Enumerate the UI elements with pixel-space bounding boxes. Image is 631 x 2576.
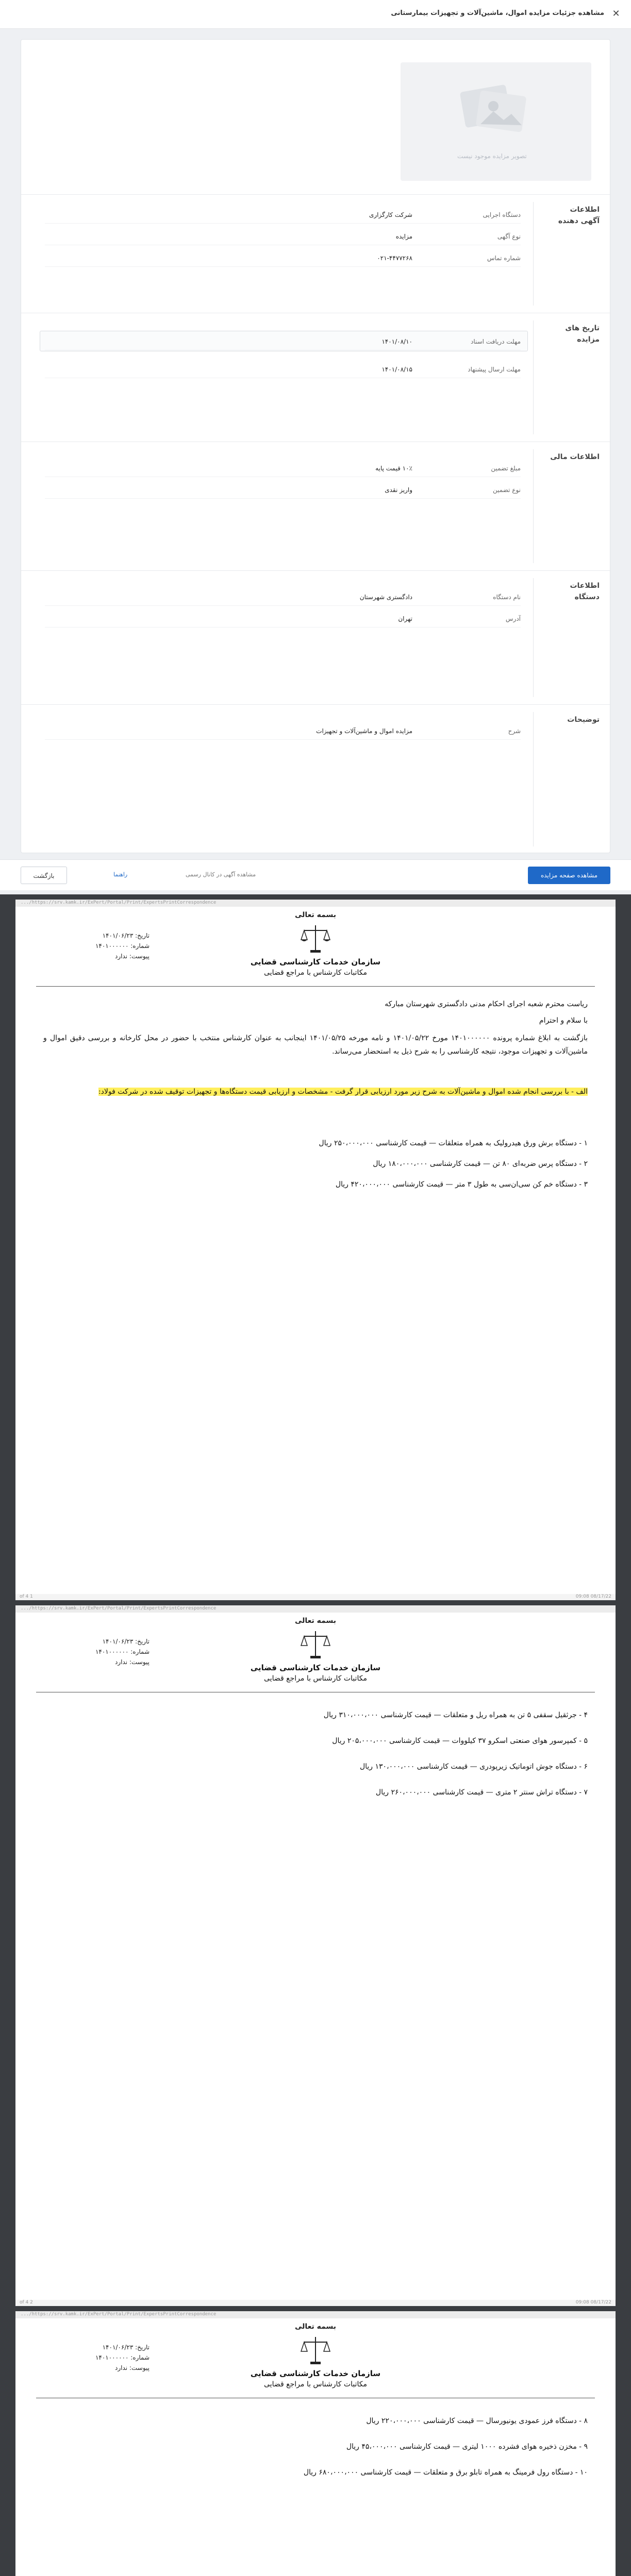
info-value: مزایده اموال و ماشین‌آلات و تجهیزات	[316, 727, 412, 735]
section-agency	[21, 570, 611, 704]
info-row	[45, 610, 521, 628]
info-key: شماره تماس	[487, 255, 521, 262]
justice-emblem-icon	[300, 1628, 331, 1660]
letter-date: تاریخ: ۱۴۰۱/۰۶/۲۳	[102, 1638, 150, 1645]
letter-number: شماره: ۱۴۰۱۰۰۰۰۰۰	[95, 1648, 150, 1655]
letter-number: شماره: ۱۴۰۱۰۰۰۰۰۰	[95, 942, 150, 950]
item-line: ۱۰ - دستگاه رول فرمینگ به همراه تابلو برق و متعلقات — قیمت کارشناسی ۶۸۰،۰۰۰،۰۰۰ ریال	[303, 2468, 588, 2477]
page-url: https://srv.kamk.ir/ExPert/Portal/Print/ExpertsPrintCorrespondence/...	[21, 1606, 217, 1611]
page-url: https://srv.kamk.ir/ExPert/Portal/Print/ExpertsPrintCorrespondence/...	[21, 900, 217, 905]
page-footer	[15, 2300, 616, 2306]
section-body	[35, 578, 534, 697]
info-key: نوع آگهی	[497, 233, 521, 240]
info-key: شرح	[508, 727, 521, 735]
info-row	[45, 249, 521, 267]
justice-emblem-icon	[300, 922, 331, 954]
info-row	[45, 588, 521, 606]
top-bar	[0, 0, 631, 29]
divider	[36, 986, 595, 987]
page-footer	[15, 1594, 616, 1600]
close-icon[interactable]: ✕	[612, 8, 620, 19]
section-title: اطلاعات دستگاه	[570, 582, 600, 601]
section-title: اطلاعات آگهی دهنده	[558, 206, 600, 225]
info-value: ۱۰٪ قیمت پایه	[375, 465, 412, 472]
body-paragraph	[43, 1085, 588, 1098]
justice-emblem-icon	[300, 2334, 331, 2366]
org-name: سازمان خدمات کارشناسی قضایی	[250, 957, 381, 967]
info-row	[45, 722, 521, 740]
info-value: تهران	[398, 615, 412, 622]
info-row	[45, 361, 521, 378]
highlighted-text: الف - با بررسی انجام شده اموال و ماشین‌آلات به شرح زیر مورد ارزیابی قرار گرفت - مشخصات و ارزیابی قیمت دستگاه‌ها و تجهیزات توقیف شده در شرکت فولاد:	[98, 1088, 588, 1096]
document-viewer[interactable]	[0, 894, 631, 2576]
item-line: ۶ - دستگاه جوش اتوماتیک زیرپودری — قیمت کارشناسی ۱۳۰،۰۰۰،۰۰۰ ریال	[359, 1762, 588, 1771]
page-title: مشاهده جزئیات مزایده اموال، ماشین‌آلات و تجهیزات بیمارستانی	[391, 9, 604, 17]
org-name: سازمان خدمات کارشناسی قضایی	[250, 2369, 381, 2378]
item-line: ۱ - دستگاه برش ورق هیدرولیک به همراه متعلقات — قیمت کارشناسی ۲۵۰،۰۰۰،۰۰۰ ریال	[319, 1139, 588, 1147]
page-print-header	[15, 2311, 616, 2318]
section-title: اطلاعات مالی	[550, 453, 600, 461]
bottom-bar	[0, 859, 631, 890]
view-auction-button[interactable]: مشاهده صفحه مزایده	[528, 867, 610, 884]
item-line: ۲ - دستگاه پرس ضربه‌ای ۸۰ تن — قیمت کارشناسی ۱۸۰،۰۰۰،۰۰۰ ریال	[373, 1160, 588, 1168]
info-key: دستگاه اجرایی	[483, 211, 521, 218]
info-value: شرکت کارگزاری	[369, 211, 412, 218]
auction-card	[21, 39, 610, 853]
page-number: 1 of 4	[20, 1594, 33, 1599]
org-subtitle: مکاتبات کارشناس با مراجع قضایی	[264, 969, 367, 977]
org-subtitle: مکاتبات کارشناس با مراجع قضایی	[264, 1674, 367, 1683]
back-button[interactable]: بازگشت	[21, 867, 67, 884]
image-placeholder-icon	[401, 62, 591, 181]
info-row	[45, 333, 521, 350]
basmale: بسمه تعالی	[294, 1617, 337, 1625]
section-description	[21, 704, 611, 854]
info-row	[45, 206, 521, 224]
item-line: ۳ - دستگاه خم کن سی‌ان‌سی به طول ۳ متر — قیمت کارشناسی ۴۲۰،۰۰۰،۰۰۰ ریال	[335, 1180, 588, 1189]
section-body	[35, 449, 534, 563]
section-dates	[21, 313, 611, 442]
info-key: مبلغ تضمین	[491, 465, 521, 472]
letter-date: تاریخ: ۱۴۰۱/۰۶/۲۳	[102, 932, 150, 939]
info-value: مزایده	[395, 233, 412, 240]
item-line: ۸ - دستگاه فرز عمودی یونیورسال — قیمت کارشناسی ۲۲۰،۰۰۰،۰۰۰ ریال	[366, 2417, 588, 2425]
page-print-header	[15, 900, 616, 907]
print-date: 08/17/22 09:08	[575, 2300, 611, 2305]
basmale: بسمه تعالی	[294, 911, 337, 919]
letter-attachment: پیوست: ندارد	[115, 953, 150, 960]
help-link[interactable]: راهنما	[113, 871, 128, 878]
letter-number: شماره: ۱۴۰۱۰۰۰۰۰۰	[95, 2354, 150, 2361]
info-row	[45, 481, 521, 499]
item-line: ۴ - جرثقیل سقفی ۵ تن به همراه ریل و متعلقات — قیمت کارشناسی ۳۱۰،۰۰۰،۰۰۰ ریال	[323, 1711, 588, 1719]
info-key: نوع تضمین	[493, 486, 521, 494]
section-advertiser	[21, 194, 611, 313]
letter-meta	[36, 930, 150, 961]
item-line: ۵ - کمپرسور هوای صنعتی اسکرو ۳۷ کیلووات — قیمت کارشناسی ۲۰۵،۰۰۰،۰۰۰ ریال	[332, 1737, 588, 1745]
document-page-1	[15, 900, 616, 1600]
document-page-2	[15, 1605, 616, 2306]
info-value: ۱۴۰۱/۰۸/۱۵	[381, 366, 412, 373]
org-subtitle: مکاتبات کارشناس با مراجع قضایی	[264, 2380, 367, 2388]
info-key: آدرس	[505, 615, 521, 622]
info-row	[45, 228, 521, 245]
section-body	[35, 712, 534, 846]
print-date: 08/17/22 09:08	[575, 1594, 611, 1599]
section-body	[35, 320, 534, 434]
basmale: بسمه تعالی	[294, 2323, 337, 2331]
info-value: ۱۴۰۱/۰۸/۱۰	[381, 338, 412, 345]
item-line: ۷ - دستگاه تراش سنتر ۲ متری — قیمت کارشناسی ۲۶۰،۰۰۰،۰۰۰ ریال	[375, 1788, 588, 1797]
info-value: دادگستری شهرستان	[359, 594, 412, 601]
letter-date: تاریخ: ۱۴۰۱/۰۶/۲۳	[102, 2344, 150, 2351]
letter-meta	[36, 2342, 150, 2373]
bottom-note: مشاهده آگهی در کانال رسمی	[186, 871, 256, 878]
section-title: توضیحات	[567, 716, 600, 724]
letter-attachment: پیوست: ندارد	[115, 1658, 150, 1666]
addressee: ریاست محترم شعبه اجرای احکام مدنی دادگستری شهرستان مبارکه	[385, 1000, 588, 1008]
info-key: نام دستگاه	[493, 594, 521, 601]
page-url: https://srv.kamk.ir/ExPert/Portal/Print/ExpertsPrintCorrespondence/...	[21, 2312, 217, 2317]
info-key: مهلت دریافت اسناد	[470, 338, 521, 345]
letter-meta	[36, 1636, 150, 1667]
auction-photo-placeholder	[401, 62, 591, 181]
info-key: مهلت ارسال پیشنهاد	[468, 366, 521, 373]
section-body	[35, 202, 534, 306]
body-paragraph: بازگشت به ابلاغ شماره پرونده ۱۴۰۱۰۰۰۰۰۰ مورخ ۱۴۰۱/۰۵/۲۲ و نامه مورخه ۱۴۰۱/۰۵/۲۵ اینجانب به عنوان کارشناس منتخب با حضور در محل کارخانه و بررسی دقیق اموال و ماشین‌آلات و تجهیزات موجود، نتیجه کارشناسی را به شرح ذیل به استحضار می‌رساند.	[43, 1034, 588, 1056]
info-row	[45, 460, 521, 477]
org-name: سازمان خدمات کارشناسی قضایی	[250, 1663, 381, 1672]
info-value: واریز نقدی	[385, 486, 412, 494]
section-title: تاریخ های مزایده	[565, 324, 600, 344]
letter-attachment: پیوست: ندارد	[115, 2364, 150, 2371]
info-value: ۰۲۱-۴۴۷۷۲۶۸	[377, 255, 412, 262]
page-number: 2 of 4	[20, 2300, 33, 2305]
document-page-3	[15, 2311, 616, 2576]
section-financial	[21, 442, 611, 570]
photo-caption: تصویر مزایده موجود نیست	[457, 152, 527, 160]
greeting: با سلام و احترام	[539, 1016, 588, 1025]
page-print-header	[15, 1605, 616, 1613]
item-line: ۹ - مخزن ذخیره هوای فشرده ۱۰۰۰ لیتری — قیمت کارشناسی ۴۵،۰۰۰،۰۰۰ ریال	[346, 2443, 588, 2451]
